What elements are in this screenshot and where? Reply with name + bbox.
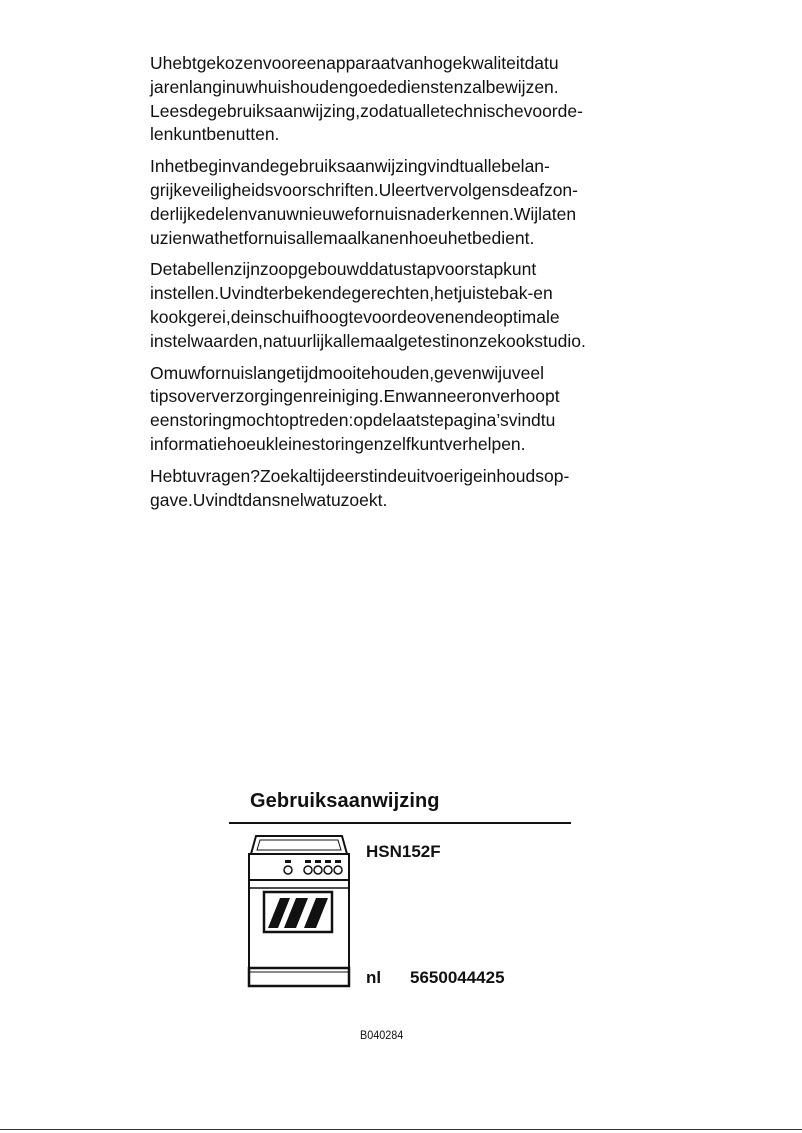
text-line: Hebtuvragen?Zoekaltijdeerstindeuitvoerigeinhoudsop-: [150, 465, 570, 486]
text-line: Omuwfornuislangetijdmooitehouden,gevenwijuveel: [150, 362, 544, 383]
intro-text: [150, 52, 620, 520]
text-line: Leesdegebruiksaanwijzing,zodatualletechnischevoorde-: [150, 100, 583, 121]
manual-title: Gebruiksaanwijzing: [250, 790, 440, 812]
paragraph-questions: [150, 465, 620, 513]
paragraph-tables: [150, 258, 620, 353]
text-line: lenkuntbenutten.: [150, 124, 280, 145]
text-line: instelwaarden,natuurlijkallemaalgetestinonzekookstudio.: [150, 330, 586, 351]
text-line: Inhetbeginvandegebruiksaanwijzingvindtuallebelan-: [150, 156, 550, 177]
title-divider: [229, 822, 571, 824]
article-number: 5650044425: [410, 968, 505, 987]
text-line: kookgerei,deinschuifhoogtevoordeovenendeoptimale: [150, 306, 560, 327]
text-line: derlijkedelenvanuwnieuwefornuisnaderkennen.Wijlaten: [150, 203, 577, 224]
cooker-icon: [246, 834, 352, 990]
text-line: jarenlanginuwhuishoudengoededienstenzalbewijzen.: [150, 76, 559, 97]
text-line: instellen.Uvindterbekendegerechten,hetjuistebak-en: [150, 283, 553, 304]
text-line: gave.Uvindtdansnelwatuzoekt.: [150, 489, 388, 510]
paragraph-care: [150, 362, 620, 457]
text-line: Detabellenzijnzoopgebouwddatustapvoorstapkunt: [150, 259, 537, 280]
paragraph-safety: [150, 155, 620, 250]
text-line: grijkeveiligheidsvoorschriften.Uleertvervolgensdeafzon-: [150, 179, 578, 200]
paragraph-intro: [150, 52, 620, 147]
text-line: eenstoringmochtoptreden:opdelaatstepagina’svindtu: [150, 410, 556, 431]
text-line: tipsoververzorgingenreiniging.Enwanneeronverhoopt: [150, 386, 560, 407]
language-code: nl: [366, 968, 382, 987]
text-line: uzienwathetfornuisallemaalkanenhoeuhetbedient.: [150, 227, 535, 248]
page-bottom-divider: [0, 1129, 802, 1130]
text-line: informatiehoeukleinestoringenzelfkuntverhelpen.: [150, 433, 526, 454]
document-number: B040284: [360, 1028, 404, 1042]
text-line: Uhebtgekozenvooreenapparaatvanhogekwaliteitdatu: [150, 53, 559, 73]
model-number: HSN152F: [366, 842, 441, 861]
